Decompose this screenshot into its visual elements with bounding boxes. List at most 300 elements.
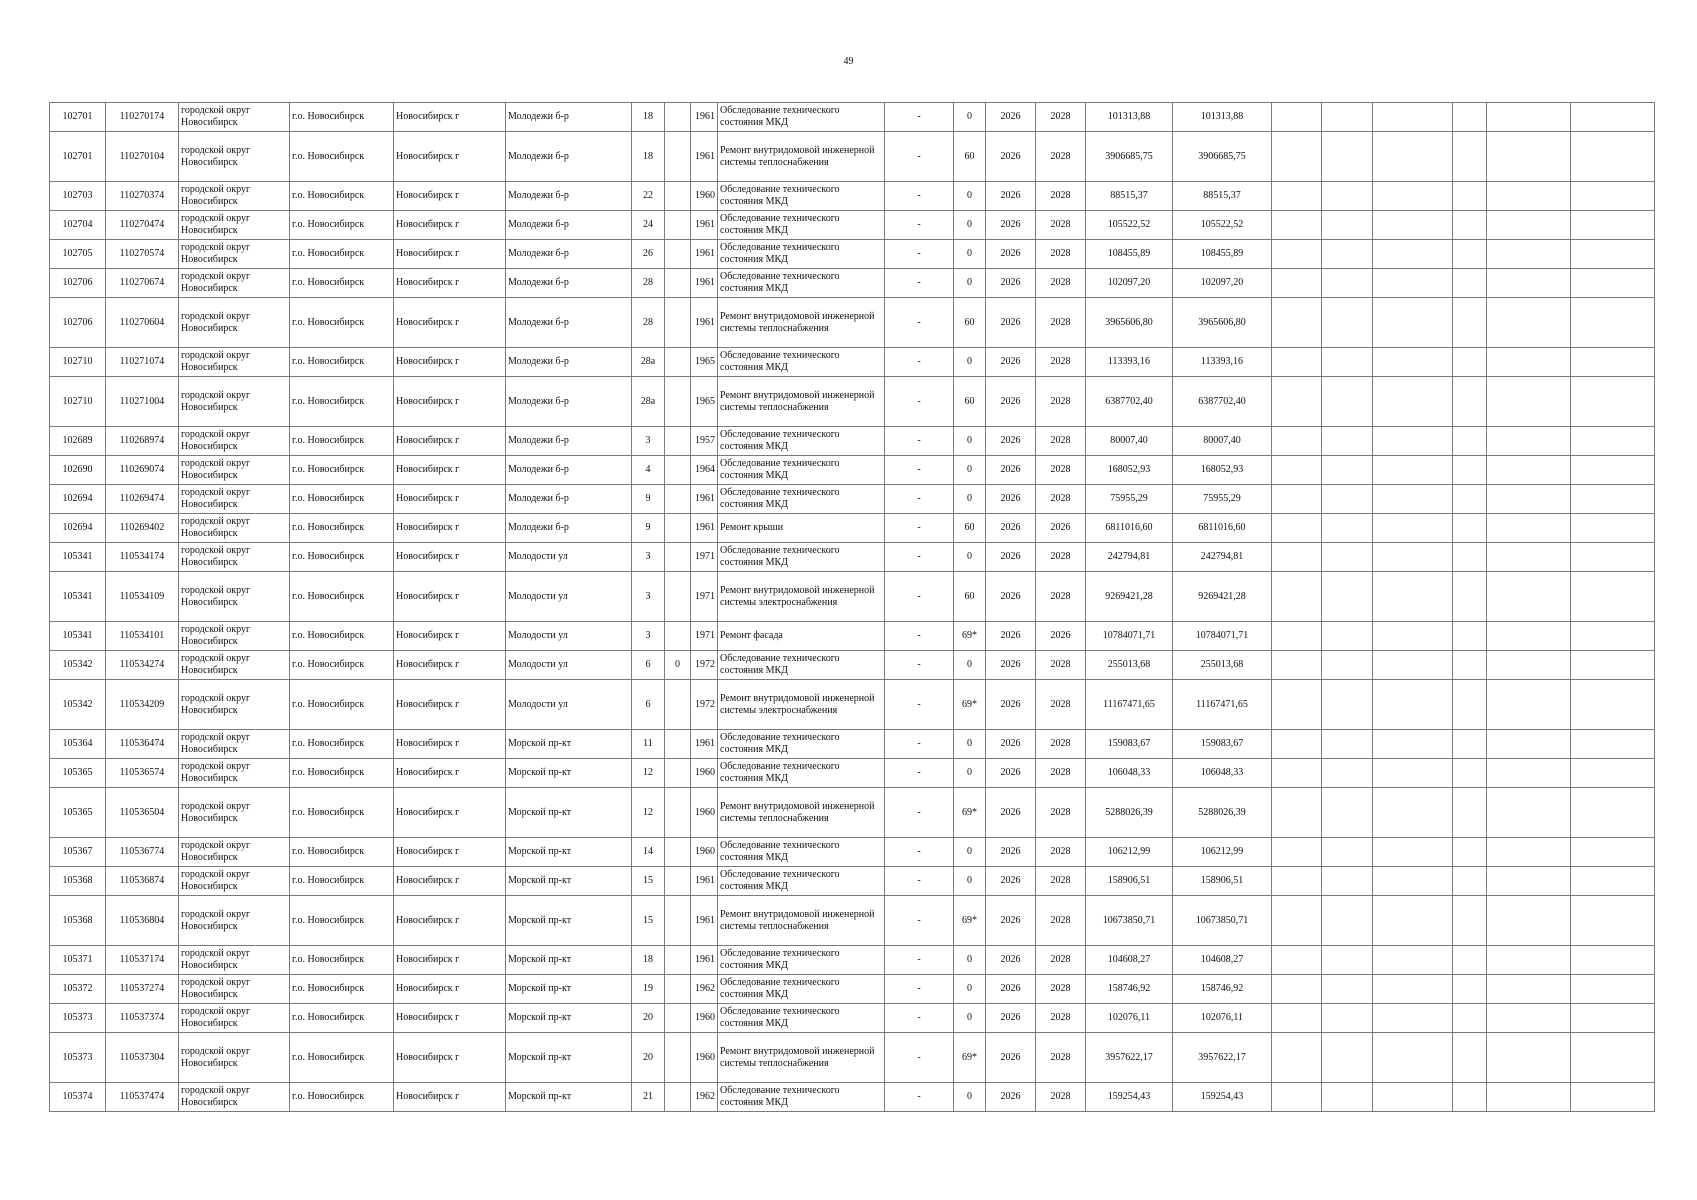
cell-empty: [1322, 622, 1373, 651]
cell-end-year: 2026: [1036, 622, 1086, 651]
cell-house-number: 9: [632, 514, 665, 543]
cell-street: Морской пр-кт: [506, 975, 632, 1004]
table-row: [50, 651, 1655, 680]
cell-rate: 0: [954, 240, 986, 269]
cell-cost: 6387702,40: [1086, 377, 1173, 427]
cell-empty: [1453, 759, 1487, 788]
table-row: [50, 946, 1655, 975]
cell-empty: [1373, 456, 1453, 485]
cell-cost: 158906,51: [1086, 867, 1173, 896]
cell-district: городской округ Новосибирск: [179, 132, 290, 182]
cell-district: городской округ Новосибирск: [179, 240, 290, 269]
cell-city: Новосибирск г: [394, 896, 506, 946]
cell-empty: [1272, 572, 1322, 622]
cell-total-cost: 3906685,75: [1173, 132, 1272, 182]
cell-building-number: [665, 788, 691, 838]
cell-street: Морской пр-кт: [506, 759, 632, 788]
cell-cost: 113393,16: [1086, 348, 1173, 377]
cell-empty: [1322, 730, 1373, 759]
cell-record-id: 105373: [50, 1033, 106, 1083]
cell-empty: [1453, 427, 1487, 456]
cell-build-year: 1971: [691, 622, 718, 651]
cell-rate: 0: [954, 759, 986, 788]
cell-cost: 108455,89: [1086, 240, 1173, 269]
cell-record-id: 102704: [50, 211, 106, 240]
cell-build-year: 1960: [691, 838, 718, 867]
cell-building-number: [665, 1033, 691, 1083]
cell-empty: [1453, 211, 1487, 240]
cell-municipality: г.о. Новосибирск: [290, 730, 394, 759]
cell-municipality: г.о. Новосибирск: [290, 298, 394, 348]
cell-work-code: 110537474: [106, 1083, 179, 1112]
cell-end-year: 2028: [1036, 132, 1086, 182]
cell-work-code: 110536474: [106, 730, 179, 759]
cell-total-cost: 6811016,60: [1173, 514, 1272, 543]
cell-empty: [1487, 485, 1571, 514]
cell-empty: [1571, 103, 1655, 132]
cell-start-year: 2026: [986, 456, 1036, 485]
cell-work-code: 110536774: [106, 838, 179, 867]
cell-rate: 0: [954, 730, 986, 759]
cell-build-year: 1971: [691, 572, 718, 622]
cell-mark: -: [885, 456, 954, 485]
cell-total-cost: 3965606,80: [1173, 298, 1272, 348]
cell-work-type: Ремонт внутридомовой инженерной системы электроснабжения: [718, 572, 885, 622]
cell-mark: -: [885, 975, 954, 1004]
cell-empty: [1453, 456, 1487, 485]
cell-work-type: Обследование технического состояния МКД: [718, 211, 885, 240]
cell-rate: 60: [954, 572, 986, 622]
cell-total-cost: 159254,43: [1173, 1083, 1272, 1112]
cell-municipality: г.о. Новосибирск: [290, 348, 394, 377]
cell-empty: [1453, 543, 1487, 572]
cell-start-year: 2026: [986, 759, 1036, 788]
cell-end-year: 2028: [1036, 298, 1086, 348]
cell-empty: [1571, 182, 1655, 211]
table-row: [50, 377, 1655, 427]
cell-mark: -: [885, 946, 954, 975]
cell-start-year: 2026: [986, 680, 1036, 730]
cell-rate: 0: [954, 1004, 986, 1033]
cell-district: городской округ Новосибирск: [179, 680, 290, 730]
cell-city: Новосибирск г: [394, 788, 506, 838]
cell-build-year: 1961: [691, 514, 718, 543]
cell-work-type: Обследование технического состояния МКД: [718, 427, 885, 456]
cell-end-year: 2028: [1036, 867, 1086, 896]
cell-city: Новосибирск г: [394, 456, 506, 485]
cell-work-code: 110536574: [106, 759, 179, 788]
cell-record-id: 105365: [50, 759, 106, 788]
cell-house-number: 22: [632, 182, 665, 211]
cell-empty: [1272, 377, 1322, 427]
table-row: [50, 680, 1655, 730]
cell-work-code: 110269074: [106, 456, 179, 485]
cell-work-code: 110536804: [106, 896, 179, 946]
cell-municipality: г.о. Новосибирск: [290, 975, 394, 1004]
cell-mark: -: [885, 103, 954, 132]
cell-empty: [1487, 946, 1571, 975]
cell-work-type: Ремонт внутридомовой инженерной системы теплоснабжения: [718, 1033, 885, 1083]
cell-empty: [1571, 759, 1655, 788]
cell-empty: [1322, 132, 1373, 182]
cell-street: Молодежи б-р: [506, 211, 632, 240]
cell-city: Новосибирск г: [394, 730, 506, 759]
cell-empty: [1272, 680, 1322, 730]
cell-start-year: 2026: [986, 269, 1036, 298]
cell-empty: [1272, 896, 1322, 946]
cell-mark: -: [885, 1083, 954, 1112]
cell-build-year: 1961: [691, 896, 718, 946]
cell-street: Молодежи б-р: [506, 182, 632, 211]
cell-municipality: г.о. Новосибирск: [290, 838, 394, 867]
cell-build-year: 1961: [691, 240, 718, 269]
cell-empty: [1373, 946, 1453, 975]
cell-build-year: 1961: [691, 485, 718, 514]
cell-empty: [1373, 788, 1453, 838]
cell-rate: 0: [954, 838, 986, 867]
cell-end-year: 2028: [1036, 788, 1086, 838]
cell-empty: [1272, 427, 1322, 456]
cell-empty: [1487, 572, 1571, 622]
cell-empty: [1571, 896, 1655, 946]
table-row: [50, 103, 1655, 132]
cell-house-number: 15: [632, 896, 665, 946]
cell-rate: 69*: [954, 788, 986, 838]
cell-work-code: 110534174: [106, 543, 179, 572]
cell-district: городской округ Новосибирск: [179, 896, 290, 946]
cell-work-type: Обследование технического состояния МКД: [718, 1004, 885, 1033]
cell-record-id: 102701: [50, 103, 106, 132]
cell-empty: [1487, 132, 1571, 182]
cell-work-type: Ремонт внутридомовой инженерной системы электроснабжения: [718, 680, 885, 730]
cell-start-year: 2026: [986, 788, 1036, 838]
cell-empty: [1322, 946, 1373, 975]
cell-mark: -: [885, 1033, 954, 1083]
cell-cost: 3965606,80: [1086, 298, 1173, 348]
cell-district: городской округ Новосибирск: [179, 867, 290, 896]
cell-record-id: 105368: [50, 896, 106, 946]
cell-record-id: 105342: [50, 651, 106, 680]
cell-total-cost: 105522,52: [1173, 211, 1272, 240]
cell-empty: [1322, 1004, 1373, 1033]
cell-empty: [1487, 514, 1571, 543]
cell-total-cost: 242794,81: [1173, 543, 1272, 572]
cell-empty: [1571, 1033, 1655, 1083]
cell-empty: [1373, 485, 1453, 514]
cell-end-year: 2028: [1036, 485, 1086, 514]
cell-street: Молодежи б-р: [506, 456, 632, 485]
cell-empty: [1322, 269, 1373, 298]
cell-district: городской округ Новосибирск: [179, 1004, 290, 1033]
cell-street: Морской пр-кт: [506, 896, 632, 946]
cell-record-id: 105374: [50, 1083, 106, 1112]
cell-street: Молодости ул: [506, 572, 632, 622]
cell-cost: 242794,81: [1086, 543, 1173, 572]
cell-empty: [1272, 1033, 1322, 1083]
cell-empty: [1272, 1083, 1322, 1112]
cell-mark: -: [885, 298, 954, 348]
cell-building-number: [665, 730, 691, 759]
cell-empty: [1373, 427, 1453, 456]
table-row: [50, 572, 1655, 622]
cell-empty: [1322, 543, 1373, 572]
cell-district: городской округ Новосибирск: [179, 838, 290, 867]
cell-start-year: 2026: [986, 543, 1036, 572]
table-row: [50, 622, 1655, 651]
cell-building-number: [665, 103, 691, 132]
cell-mark: -: [885, 622, 954, 651]
cell-municipality: г.о. Новосибирск: [290, 1004, 394, 1033]
table-row: [50, 730, 1655, 759]
cell-work-type: Ремонт внутридомовой инженерной системы теплоснабжения: [718, 896, 885, 946]
cell-total-cost: 159083,67: [1173, 730, 1272, 759]
cell-cost: 9269421,28: [1086, 572, 1173, 622]
cell-empty: [1322, 456, 1373, 485]
cell-record-id: 102706: [50, 298, 106, 348]
cell-house-number: 14: [632, 838, 665, 867]
cell-district: городской округ Новосибирск: [179, 730, 290, 759]
cell-empty: [1373, 622, 1453, 651]
cell-municipality: г.о. Новосибирск: [290, 182, 394, 211]
cell-empty: [1272, 975, 1322, 1004]
cell-municipality: г.о. Новосибирск: [290, 1083, 394, 1112]
cell-start-year: 2026: [986, 975, 1036, 1004]
cell-empty: [1453, 269, 1487, 298]
cell-rate: 0: [954, 427, 986, 456]
cell-rate: 60: [954, 298, 986, 348]
cell-end-year: 2028: [1036, 240, 1086, 269]
cell-municipality: г.о. Новосибирск: [290, 543, 394, 572]
cell-start-year: 2026: [986, 946, 1036, 975]
cell-work-type: Обследование технического состояния МКД: [718, 348, 885, 377]
cell-empty: [1453, 975, 1487, 1004]
cell-empty: [1373, 759, 1453, 788]
cell-empty: [1571, 456, 1655, 485]
cell-building-number: [665, 427, 691, 456]
table-row: [50, 456, 1655, 485]
cell-start-year: 2026: [986, 1004, 1036, 1033]
cell-cost: 168052,93: [1086, 456, 1173, 485]
cell-empty: [1571, 1083, 1655, 1112]
cell-rate: 0: [954, 946, 986, 975]
cell-record-id: 102694: [50, 514, 106, 543]
cell-empty: [1453, 240, 1487, 269]
cell-build-year: 1961: [691, 211, 718, 240]
cell-empty: [1571, 838, 1655, 867]
cell-city: Новосибирск г: [394, 132, 506, 182]
cell-building-number: 0: [665, 651, 691, 680]
cell-empty: [1373, 651, 1453, 680]
cell-mark: -: [885, 132, 954, 182]
cell-municipality: г.о. Новосибирск: [290, 622, 394, 651]
table-row: [50, 975, 1655, 1004]
cell-rate: 0: [954, 182, 986, 211]
cell-city: Новосибирск г: [394, 211, 506, 240]
cell-street: Молодежи б-р: [506, 269, 632, 298]
cell-record-id: 105364: [50, 730, 106, 759]
cell-building-number: [665, 514, 691, 543]
cell-work-type: Обследование технического состояния МКД: [718, 867, 885, 896]
cell-total-cost: 80007,40: [1173, 427, 1272, 456]
cell-cost: 5288026,39: [1086, 788, 1173, 838]
cell-end-year: 2028: [1036, 377, 1086, 427]
cell-empty: [1487, 896, 1571, 946]
cell-district: городской округ Новосибирск: [179, 377, 290, 427]
table-row: [50, 240, 1655, 269]
cell-rate: 0: [954, 543, 986, 572]
cell-rate: 0: [954, 456, 986, 485]
cell-cost: 104608,27: [1086, 946, 1173, 975]
table-row: [50, 485, 1655, 514]
cell-house-number: 12: [632, 788, 665, 838]
cell-cost: 101313,88: [1086, 103, 1173, 132]
cell-empty: [1272, 485, 1322, 514]
cell-empty: [1571, 1004, 1655, 1033]
cell-district: городской округ Новосибирск: [179, 1033, 290, 1083]
cell-district: городской округ Новосибирск: [179, 543, 290, 572]
cell-rate: 0: [954, 348, 986, 377]
cell-empty: [1571, 132, 1655, 182]
cell-district: городской округ Новосибирск: [179, 1083, 290, 1112]
cell-street: Морской пр-кт: [506, 1033, 632, 1083]
cell-start-year: 2026: [986, 103, 1036, 132]
cell-empty: [1322, 651, 1373, 680]
cell-house-number: 28а: [632, 377, 665, 427]
cell-city: Новосибирск г: [394, 1033, 506, 1083]
cell-city: Новосибирск г: [394, 269, 506, 298]
cell-rate: 0: [954, 975, 986, 1004]
cell-cost: 159083,67: [1086, 730, 1173, 759]
cell-house-number: 21: [632, 1083, 665, 1112]
cell-street: Молодости ул: [506, 622, 632, 651]
cell-empty: [1373, 514, 1453, 543]
cell-house-number: 18: [632, 103, 665, 132]
cell-record-id: 102710: [50, 377, 106, 427]
cell-build-year: 1962: [691, 1083, 718, 1112]
cell-cost: 158746,92: [1086, 975, 1173, 1004]
cell-build-year: 1972: [691, 651, 718, 680]
cell-start-year: 2026: [986, 348, 1036, 377]
cell-end-year: 2028: [1036, 975, 1086, 1004]
cell-work-type: Обследование технического состояния МКД: [718, 240, 885, 269]
cell-empty: [1272, 514, 1322, 543]
cell-empty: [1487, 622, 1571, 651]
cell-end-year: 2028: [1036, 427, 1086, 456]
cell-empty: [1453, 730, 1487, 759]
cell-empty: [1373, 730, 1453, 759]
cell-city: Новосибирск г: [394, 427, 506, 456]
cell-street: Морской пр-кт: [506, 788, 632, 838]
cell-municipality: г.о. Новосибирск: [290, 896, 394, 946]
table-row: [50, 1033, 1655, 1083]
cell-mark: -: [885, 1004, 954, 1033]
cell-mark: -: [885, 269, 954, 298]
cell-empty: [1453, 485, 1487, 514]
cell-empty: [1571, 269, 1655, 298]
table-row: [50, 788, 1655, 838]
cell-building-number: [665, 838, 691, 867]
cell-cost: 159254,43: [1086, 1083, 1173, 1112]
cell-house-number: 28: [632, 298, 665, 348]
cell-empty: [1272, 730, 1322, 759]
cell-empty: [1272, 269, 1322, 298]
cell-empty: [1487, 730, 1571, 759]
cell-municipality: г.о. Новосибирск: [290, 103, 394, 132]
cell-work-code: 110270374: [106, 182, 179, 211]
cell-mark: -: [885, 485, 954, 514]
cell-empty: [1322, 1083, 1373, 1112]
cell-total-cost: 106212,99: [1173, 838, 1272, 867]
cell-municipality: г.о. Новосибирск: [290, 788, 394, 838]
cell-empty: [1571, 946, 1655, 975]
cell-building-number: [665, 867, 691, 896]
cell-empty: [1453, 132, 1487, 182]
cell-house-number: 3: [632, 543, 665, 572]
cell-empty: [1571, 867, 1655, 896]
cell-start-year: 2026: [986, 1033, 1036, 1083]
cell-work-code: 110268974: [106, 427, 179, 456]
cell-street: Молодости ул: [506, 543, 632, 572]
cell-street: Молодежи б-р: [506, 240, 632, 269]
cell-work-type: Обследование технического состояния МКД: [718, 456, 885, 485]
cell-city: Новосибирск г: [394, 975, 506, 1004]
cell-building-number: [665, 269, 691, 298]
cell-record-id: 105341: [50, 622, 106, 651]
cell-rate: 69*: [954, 1033, 986, 1083]
cell-work-type: Обследование технического состояния МКД: [718, 269, 885, 298]
cell-street: Морской пр-кт: [506, 730, 632, 759]
cell-empty: [1373, 975, 1453, 1004]
cell-build-year: 1965: [691, 348, 718, 377]
cell-empty: [1373, 298, 1453, 348]
cell-build-year: 1960: [691, 1033, 718, 1083]
cell-total-cost: 102097,20: [1173, 269, 1272, 298]
cell-work-type: Ремонт фасада: [718, 622, 885, 651]
cell-rate: 60: [954, 514, 986, 543]
cell-work-type: Обследование технического состояния МКД: [718, 730, 885, 759]
cell-house-number: 24: [632, 211, 665, 240]
cell-work-code: 110271074: [106, 348, 179, 377]
cell-cost: 3906685,75: [1086, 132, 1173, 182]
cell-end-year: 2028: [1036, 543, 1086, 572]
cell-house-number: 26: [632, 240, 665, 269]
cell-build-year: 1961: [691, 946, 718, 975]
cell-house-number: 6: [632, 651, 665, 680]
cell-house-number: 12: [632, 759, 665, 788]
table-row: [50, 896, 1655, 946]
cell-end-year: 2028: [1036, 680, 1086, 730]
cell-total-cost: 10673850,71: [1173, 896, 1272, 946]
cell-record-id: 102689: [50, 427, 106, 456]
cell-record-id: 102705: [50, 240, 106, 269]
cell-empty: [1453, 946, 1487, 975]
page-number: 49: [843, 56, 854, 67]
cell-empty: [1322, 975, 1373, 1004]
cell-city: Новосибирск г: [394, 182, 506, 211]
cell-mark: -: [885, 543, 954, 572]
table-row: [50, 269, 1655, 298]
cell-record-id: 105341: [50, 543, 106, 572]
cell-empty: [1272, 788, 1322, 838]
cell-total-cost: 6387702,40: [1173, 377, 1272, 427]
cell-record-id: 105371: [50, 946, 106, 975]
cell-house-number: 18: [632, 132, 665, 182]
cell-total-cost: 11167471,65: [1173, 680, 1272, 730]
cell-empty: [1322, 680, 1373, 730]
cell-empty: [1453, 622, 1487, 651]
cell-mark: -: [885, 730, 954, 759]
cell-start-year: 2026: [986, 622, 1036, 651]
